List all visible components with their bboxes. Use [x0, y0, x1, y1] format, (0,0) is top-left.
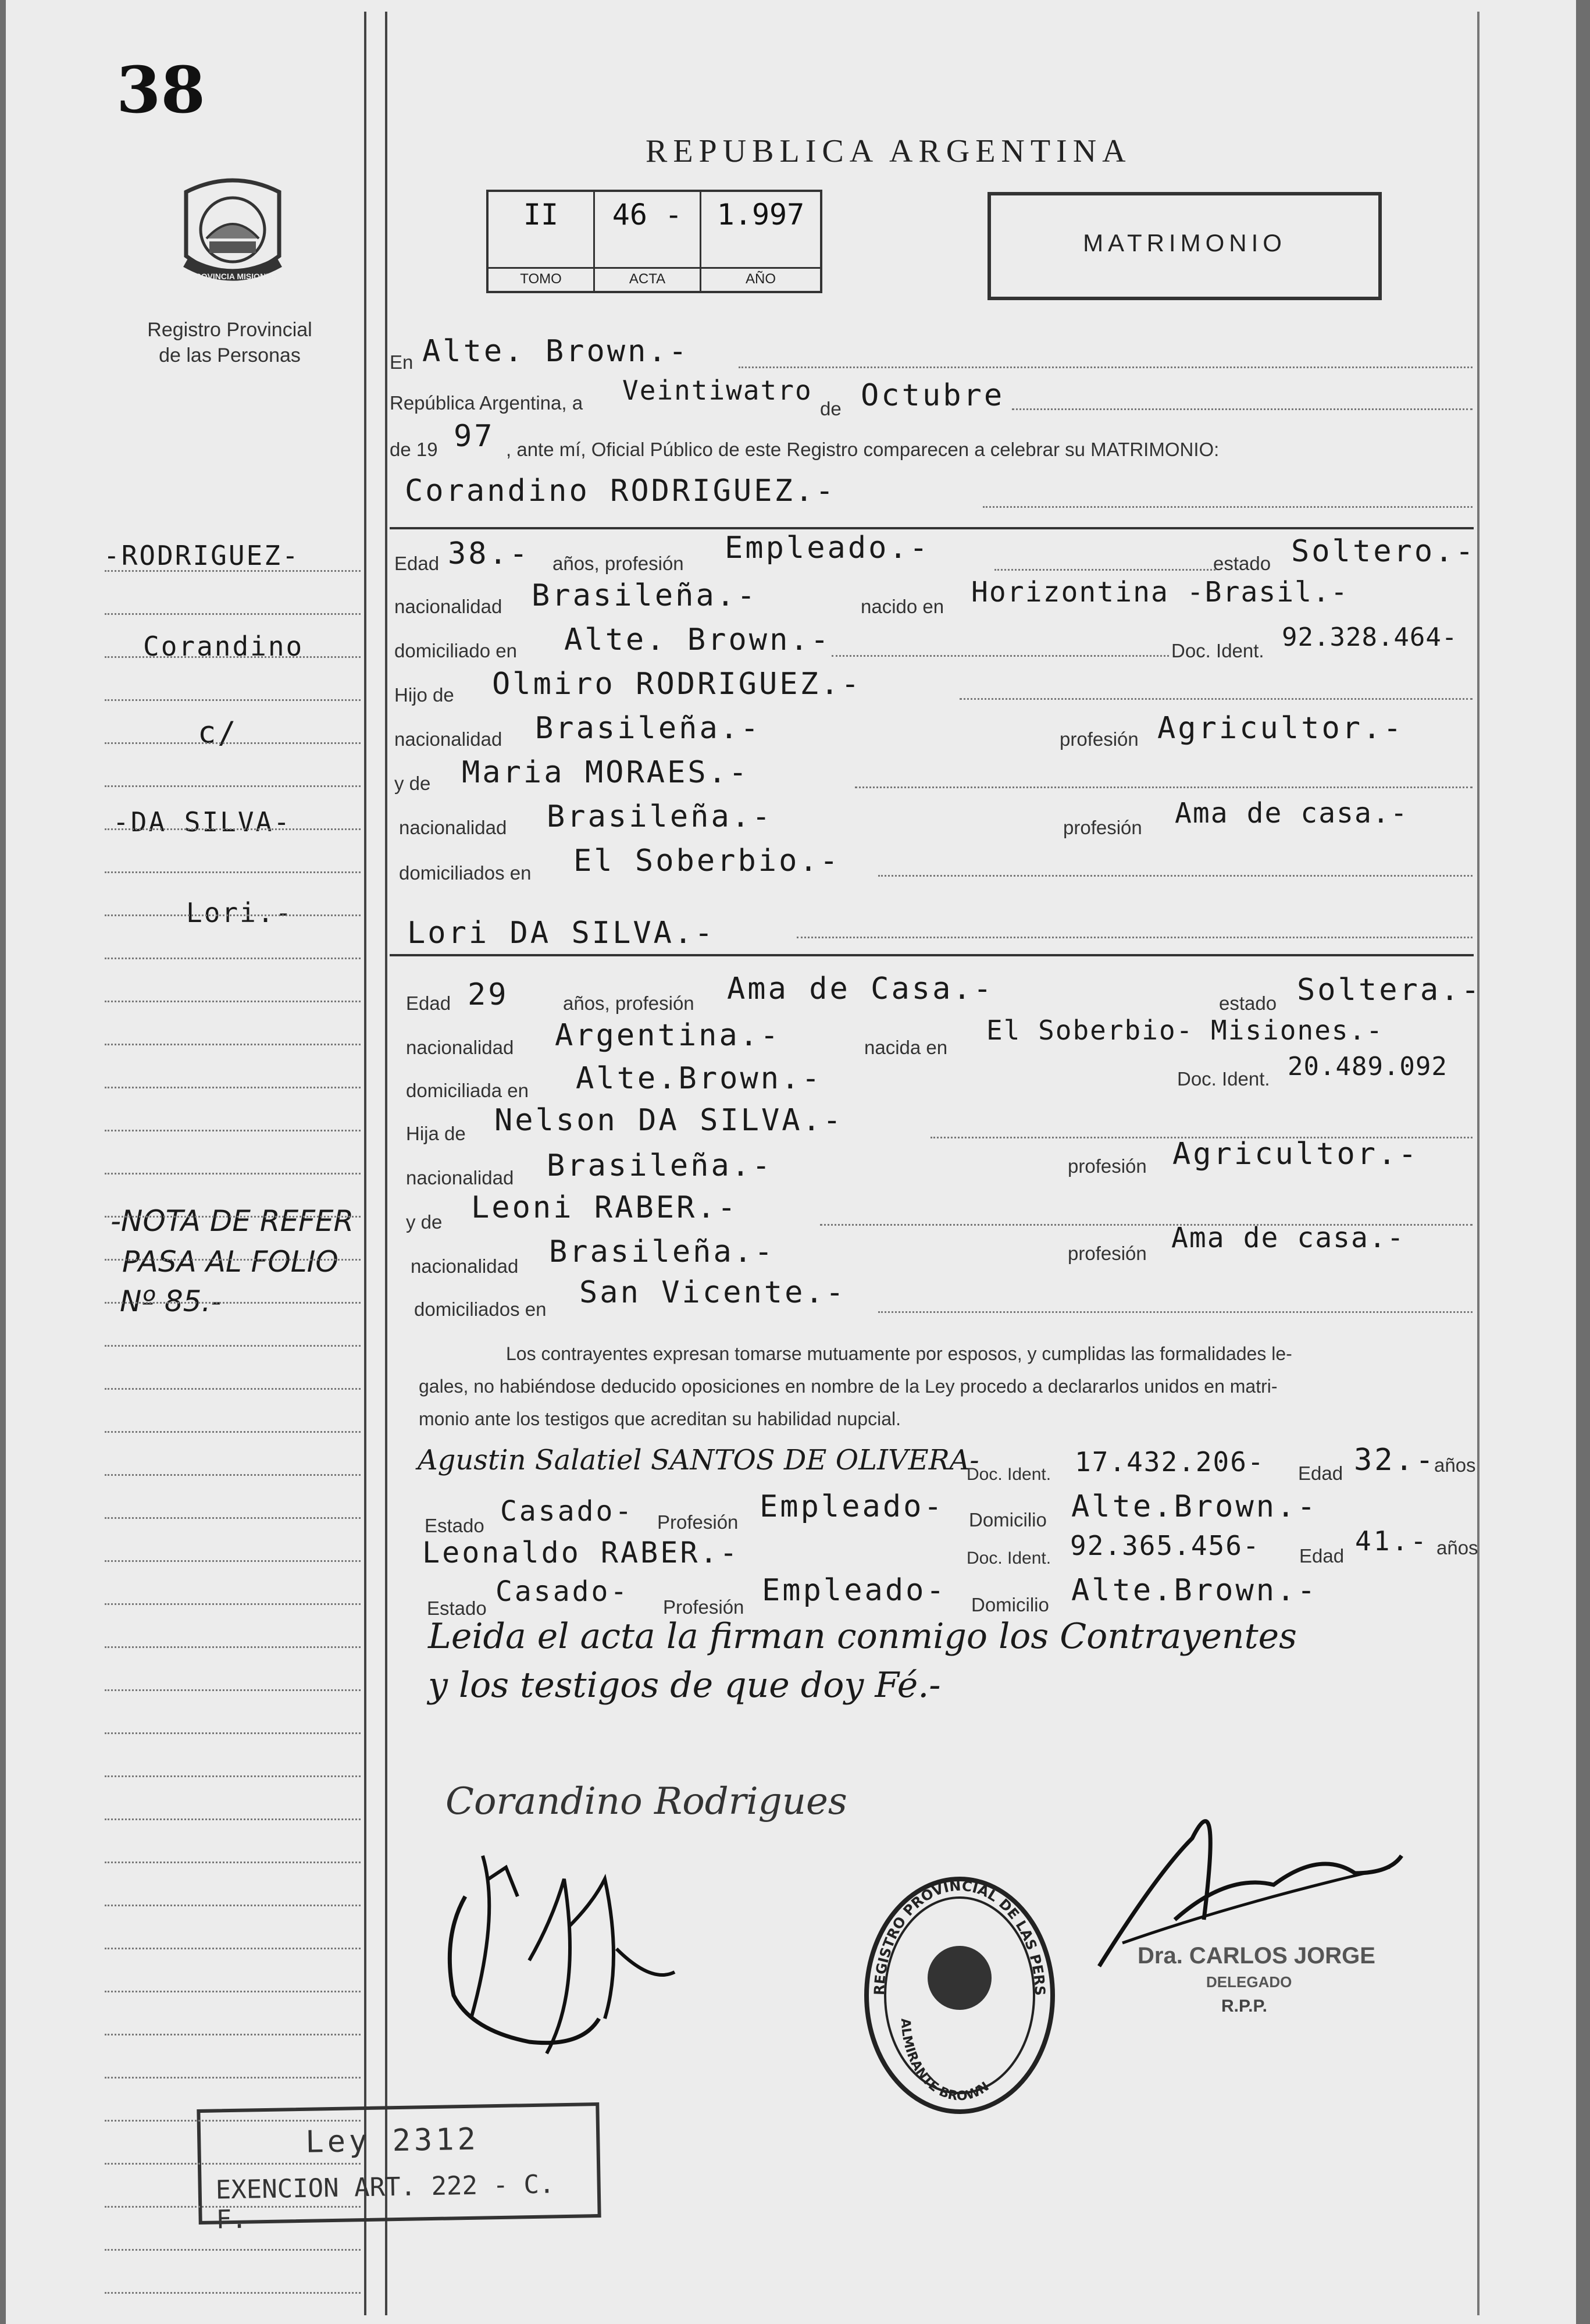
official-stamp-line-1: Dra. CARLOS JORGE	[1138, 1943, 1375, 1969]
margin-rule-line	[105, 871, 361, 873]
round-stamp-inner-text: ALMIRANTE BROWN	[897, 2018, 992, 2104]
bride-padre-nac: Brasileña.-	[547, 1148, 773, 1183]
margin-rule-line	[105, 2034, 361, 2035]
right-edge	[1477, 12, 1480, 2315]
law-stamp-line-2: EXENCION ART. 222 - C. F.	[215, 2169, 555, 2235]
margin-rule-line	[105, 1689, 361, 1691]
de-label: de	[820, 398, 842, 419]
official-stamp-line-2: DELEGADO	[1206, 1973, 1292, 1991]
formula-line-3: monio ante los testigos que acreditan su habilidad nupcial.	[419, 1408, 901, 1429]
witness2-anos-label: años	[1436, 1537, 1478, 1558]
matrimonio-label: MATRIMONIO	[1083, 229, 1286, 257]
law-stamp-line-1: Ley 2312	[305, 2122, 480, 2160]
registry-line-1: Registro Provincial	[147, 319, 312, 341]
en-label: En	[390, 351, 413, 373]
matrimonio-box	[987, 192, 1382, 300]
bride-doc: 20.489.092	[1288, 1052, 1448, 1081]
groom-madre-nac-label: nacionalidad	[399, 817, 507, 838]
groom-madre: Maria MORAES.-	[462, 755, 750, 790]
witness1-dom-label: Domicilio	[969, 1509, 1047, 1531]
witness1-edad-label: Edad	[1298, 1462, 1343, 1484]
groom-padre: Olmiro RODRIGUEZ.-	[492, 667, 862, 702]
bride-padres-dom: San Vicente.-	[579, 1275, 846, 1310]
margin-rule-line	[105, 1775, 361, 1777]
bride-profesion: Ama de Casa.-	[727, 971, 994, 1006]
groom-doc-label: Doc. Ident.	[1171, 640, 1264, 661]
hija-label: Hija de	[406, 1123, 466, 1144]
groom-name: Corandino RODRIGUEZ.-	[405, 474, 836, 508]
margin-rule	[364, 12, 366, 2315]
margin-rule-line	[105, 2077, 361, 2079]
witness1-prof-label: Profesión	[657, 1511, 739, 1533]
bride-madre-nac-label: nacionalidad	[411, 1255, 519, 1277]
groom-nacionalidad: Brasileña.-	[532, 578, 758, 613]
bride-estado: Soltera.-	[1297, 973, 1482, 1008]
margin-rule-line	[105, 1646, 361, 1648]
bride-nacida-label: nacida en	[864, 1037, 948, 1058]
margin-rule-line	[105, 1431, 361, 1433]
acta-caption: ACTA	[595, 267, 700, 287]
closing-line-1: Leida el acta la firman conmigo los Contrayentes	[428, 1616, 1297, 1657]
bride-madre-nac: Brasileña.-	[549, 1234, 775, 1269]
margin-rule-line	[105, 742, 361, 744]
margin-rule-line	[105, 1001, 361, 1002]
witness2-edad: 41.-	[1355, 1525, 1429, 1557]
mes-value: Octubre	[861, 378, 1005, 413]
groom-madre-prof: Ama de casa.-	[1175, 797, 1409, 830]
margin-rule-line	[105, 1732, 361, 1734]
registry-line-2: de las Personas	[159, 344, 301, 366]
witness1-anos-label: años	[1434, 1454, 1476, 1476]
bride-edad-label: Edad	[406, 992, 451, 1014]
margin-rule-line	[105, 785, 361, 787]
bride-dom-label: domiciliada en	[406, 1080, 529, 1101]
witness2-edad-label: Edad	[1299, 1545, 1345, 1567]
civil-record-page	[6, 0, 1576, 2324]
margin-rule-line	[105, 1173, 361, 1175]
margin-rule-line	[105, 570, 361, 572]
groom-estado: Soltero.-	[1291, 534, 1476, 569]
bride-madre-prof-label: profesión	[1068, 1243, 1147, 1264]
bride-signature	[430, 1844, 698, 2059]
margin-rule-line	[105, 1345, 361, 1347]
round-stamp	[861, 1873, 1058, 2117]
margin-rule-line	[105, 613, 361, 615]
margin-rule-line	[105, 1087, 361, 1088]
bride-madre-prof: Ama de casa.-	[1171, 1222, 1405, 1254]
bride-estado-label: estado	[1219, 992, 1277, 1014]
groom-anos-label: años, profesión	[552, 553, 684, 574]
witness2-dom-label: Domicilio	[971, 1594, 1049, 1615]
groom-signature: Corandino Rodrigues	[445, 1780, 847, 1823]
witness1-edad: 32.-	[1354, 1443, 1436, 1478]
margin-rule-line	[105, 1302, 361, 1304]
margin-rule-line	[105, 1603, 361, 1605]
groom-padres-dom: El Soberbio.-	[573, 844, 840, 878]
groom-padre-prof-label: profesión	[1060, 728, 1139, 750]
margin-rule-line	[105, 2120, 361, 2122]
page-number: 38	[116, 52, 206, 127]
margin-rule-line	[105, 914, 361, 916]
country-heading: REPUBLICA ARGENTINA	[646, 133, 1132, 169]
yde-label: y de	[394, 773, 431, 794]
bride-domicilio: Alte.Brown.-	[576, 1061, 822, 1096]
hijo-label: Hijo de	[394, 684, 454, 706]
formula-line-2: gales, no habiéndose deducido oposiciones en nombre de la Ley procedo a declararlos unidos en matri-	[419, 1376, 1278, 1397]
anio-intro-value: 97	[454, 419, 495, 454]
margin-rule-line	[105, 699, 361, 701]
margin-rule-line	[105, 1044, 361, 1045]
closing-line-2: y los testigos de que doy Fé.-	[428, 1665, 941, 1706]
margin-rule-line	[105, 1948, 361, 1949]
groom-padre-nac: Brasileña.-	[535, 711, 761, 746]
witness1-doc: 17.432.206-	[1075, 1446, 1265, 1478]
groom-padre-prof: Agricultor.-	[1157, 711, 1404, 746]
margin-note-3: Nº 85.-	[120, 1284, 222, 1318]
de19-label: de 19	[390, 439, 438, 460]
margin-rule-line	[105, 2163, 361, 2165]
margin-name-2: Lori.-	[186, 897, 294, 928]
anio-caption: AÑO	[701, 267, 820, 287]
margin-rule-line	[105, 2292, 361, 2294]
body-rule	[385, 12, 387, 2315]
witness2-doc: 92.365.456-	[1070, 1530, 1260, 1561]
bride-nac-label: nacionalidad	[406, 1037, 514, 1058]
margin-rule-line	[105, 1991, 361, 1992]
bride-padre: Nelson DA SILVA.-	[494, 1103, 844, 1138]
anio-value: 1.997	[716, 198, 805, 232]
margin-rule-line	[105, 1130, 361, 1131]
margin-rule-line	[105, 1905, 361, 1906]
groom-nac-label: nacionalidad	[394, 596, 502, 617]
margin-rule-line	[105, 2249, 361, 2251]
witness2-prof: Empleado-	[762, 1573, 947, 1608]
margin-name-1: Corandino	[143, 631, 304, 662]
groom-madre-nac: Brasileña.-	[547, 799, 773, 834]
tomo-value: II	[523, 198, 559, 232]
margin-rule-line	[105, 958, 361, 959]
witness1-prof: Empleado-	[760, 1489, 944, 1524]
groom-edad-label: Edad	[394, 553, 440, 574]
republica-label: República Argentina, a	[390, 392, 583, 414]
witness1-estado-label: Estado	[425, 1515, 484, 1536]
margin-rule-line	[105, 1216, 361, 1218]
witness1-estado: Casado-	[500, 1495, 634, 1528]
groom-dom-label: domiciliado en	[394, 640, 517, 661]
margin-rule-line	[105, 1517, 361, 1519]
bride-padre-prof-label: profesión	[1068, 1155, 1147, 1177]
bride-madre: Leoni RABER.-	[471, 1190, 738, 1225]
margin-sep: c/	[198, 716, 238, 750]
witness1-name: Agustin Salatiel SANTOS DE OLIVERA-	[418, 1444, 979, 1476]
groom-profesion: Empleado.-	[725, 531, 931, 565]
groom-domicilio: Alte. Brown.-	[564, 622, 831, 657]
bride-yde-label: y de	[406, 1211, 443, 1233]
formula-line-1: Los contrayentes expresan tomarse mutuamente por esposos, y cumplidas las formalidades le-	[506, 1343, 1292, 1364]
margin-rule-line	[105, 2206, 361, 2208]
groom-estado-label: estado	[1213, 553, 1271, 574]
bride-name: Lori DA SILVA.-	[407, 916, 715, 951]
witness2-name: Leonaldo RABER.-	[422, 1536, 740, 1569]
groom-padres-dom-label: domiciliados en	[399, 862, 532, 884]
bride-nacionalidad: Argentina.-	[555, 1018, 781, 1053]
record-box	[486, 190, 822, 293]
en-value: Alte. Brown.-	[422, 334, 689, 369]
witness1-dom: Alte.Brown.-	[1071, 1489, 1318, 1524]
margin-rule-line	[105, 1862, 361, 1863]
svg-text:ALMIRANTE BROWN	[898, 2018, 992, 2104]
dia-value: Veintiwatro	[622, 375, 812, 406]
margin-rule-line	[105, 828, 361, 830]
witness2-estado: Casado-	[495, 1575, 630, 1608]
margin-rule-line	[105, 656, 361, 658]
groom-madre-prof-label: profesión	[1063, 817, 1142, 838]
margin-note-1: -NOTA DE REFER	[110, 1204, 354, 1238]
section-divider-2	[390, 954, 1474, 956]
section-divider	[390, 527, 1474, 529]
groom-doc: 92.328.464-	[1282, 622, 1458, 652]
witness2-doc-label: Doc. Ident.	[967, 1549, 1051, 1568]
groom-nacido-label: nacido en	[861, 596, 944, 617]
witness2-dom: Alte.Brown.-	[1071, 1573, 1318, 1608]
witness2-estado-label: Estado	[427, 1597, 487, 1619]
round-stamp-outer-text: REGISTRO PROVINCIAL DE LAS PERS	[871, 1877, 1049, 1996]
margin-note-2: PASA AL FOLIO	[122, 1245, 338, 1279]
witness2-prof-label: Profesión	[663, 1596, 744, 1618]
groom-nacido: Horizontina -Brasil.-	[971, 576, 1349, 608]
official-stamp-line-3: R.P.P.	[1221, 1996, 1267, 2016]
groom-edad: 38.-	[448, 536, 530, 571]
bride-doc-label: Doc. Ident.	[1177, 1068, 1270, 1090]
margin-rule-line	[105, 1474, 361, 1476]
groom-padre-nac-label: nacionalidad	[394, 728, 502, 750]
comparecen-text: , ante mí, Oficial Público de este Registro comparecen a celebrar su MATRIMONIO:	[506, 439, 1220, 460]
bride-nacida: El Soberbio- Misiones.-	[986, 1015, 1384, 1046]
margin-rule-line	[105, 1818, 361, 1820]
margin-rule-line	[105, 1560, 361, 1562]
margin-rule-line	[105, 1388, 361, 1390]
bride-edad: 29	[468, 977, 509, 1012]
margin-rule-line	[105, 1259, 361, 1261]
margin-surname-1: -RODRIGUEZ-	[104, 540, 300, 571]
bride-padre-nac-label: nacionalidad	[406, 1167, 514, 1188]
margin-surname-2: -DA SILVA-	[113, 806, 291, 838]
bride-padre-prof: Agricultor.-	[1172, 1137, 1419, 1172]
acta-value: 46 -	[612, 198, 683, 232]
witness1-doc-label: Doc. Ident.	[967, 1465, 1051, 1484]
seal-text: PROVINCIA MISIONES	[190, 272, 277, 281]
tomo-caption: TOMO	[489, 267, 593, 287]
bride-anos-label: años, profesión	[563, 992, 694, 1014]
bride-padres-dom-label: domiciliados en	[414, 1298, 547, 1320]
